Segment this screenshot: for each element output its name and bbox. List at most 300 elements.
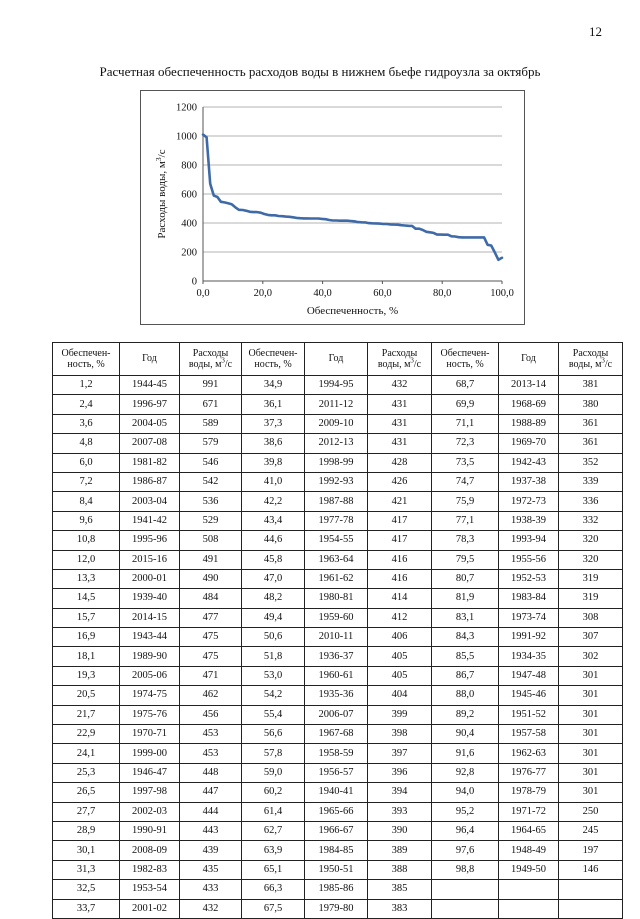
discharge-chart [141, 91, 526, 326]
table-cell: 319 [559, 589, 623, 608]
table-cell: 63,9 [242, 841, 305, 860]
table-cell: 1979-80 [305, 899, 368, 918]
table-row [53, 472, 623, 491]
x-tick-label: 0,0 [196, 288, 210, 299]
table-cell: 1961-62 [305, 569, 368, 588]
table-cell [559, 880, 623, 899]
table-cell: 1963-64 [305, 550, 368, 569]
table-row [53, 608, 623, 627]
table-cell: 336 [559, 492, 623, 511]
table-cell: 579 [180, 434, 242, 453]
table-cell: 1984-85 [305, 841, 368, 860]
header-text: Расходы [192, 347, 229, 359]
table-row [53, 414, 623, 433]
table-cell: 66,3 [242, 880, 305, 899]
table-cell: 431 [368, 434, 432, 453]
table-cell: 78,3 [432, 531, 499, 550]
table-cell: 393 [368, 802, 432, 821]
table-cell: 426 [368, 472, 432, 491]
table-cell: 2000-01 [120, 569, 180, 588]
table-cell: 2013-14 [499, 376, 559, 395]
table-cell: 339 [559, 472, 623, 491]
x-tick-label: 80,0 [433, 288, 452, 299]
header-text: Год [521, 353, 536, 365]
table-row [53, 550, 623, 569]
table-header-cell [499, 343, 559, 376]
table-cell: 1985-86 [305, 880, 368, 899]
table-cell: 85,5 [432, 647, 499, 666]
table-cell: 406 [368, 628, 432, 647]
header-text-line2: воды, м [377, 359, 411, 370]
table-cell: 453 [180, 725, 242, 744]
table-cell: 38,6 [242, 434, 305, 453]
table-row [53, 763, 623, 782]
table-cell: 89,2 [432, 705, 499, 724]
header-text: Обеспечен- [61, 347, 111, 359]
table-cell: 8,4 [53, 492, 120, 511]
table-cell: 320 [559, 531, 623, 550]
table-cell: 50,6 [242, 628, 305, 647]
table-cell: 484 [180, 589, 242, 608]
table-cell: 1991-92 [499, 628, 559, 647]
x-axis-label: Обеспеченность, % [306, 305, 399, 317]
table-cell: 301 [559, 783, 623, 802]
table-cell: 1955-56 [499, 550, 559, 569]
table-cell: 62,7 [242, 821, 305, 840]
table-cell: 14,5 [53, 589, 120, 608]
table-cell: 41,0 [242, 472, 305, 491]
table-row [53, 880, 623, 899]
table-cell: 671 [180, 395, 242, 414]
table-cell: 61,4 [242, 802, 305, 821]
table-cell: 75,9 [432, 492, 499, 511]
table-cell: 1956-57 [305, 763, 368, 782]
table-cell: 72,3 [432, 434, 499, 453]
table-cell: 389 [368, 841, 432, 860]
table-cell: 1,2 [53, 376, 120, 395]
table-cell: 307 [559, 628, 623, 647]
table-row [53, 434, 623, 453]
header-text-line2: воды, м [188, 359, 222, 370]
table-row [53, 666, 623, 685]
x-tick-label: 20,0 [253, 288, 272, 299]
table-cell: 24,1 [53, 744, 120, 763]
table-cell: 1945-46 [499, 686, 559, 705]
table-cell: 79,5 [432, 550, 499, 569]
table-cell: 67,5 [242, 899, 305, 918]
table-cell: 74,7 [432, 472, 499, 491]
table-cell: 10,8 [53, 531, 120, 550]
table-row [53, 376, 623, 395]
table-cell: 475 [180, 628, 242, 647]
table-cell: 1969-70 [499, 434, 559, 453]
table-cell: 1938-39 [499, 511, 559, 530]
table-cell: 21,7 [53, 705, 120, 724]
table-cell: 433 [180, 880, 242, 899]
table-cell: 95,2 [432, 802, 499, 821]
table-cell: 39,8 [242, 453, 305, 472]
table-cell: 1996-97 [120, 395, 180, 414]
table-cell: 12,0 [53, 550, 120, 569]
table-cell: 2001-02 [120, 899, 180, 918]
table-cell: 1940-41 [305, 783, 368, 802]
table-cell: 412 [368, 608, 432, 627]
table-cell: 301 [559, 666, 623, 685]
table-cell: 26,5 [53, 783, 120, 802]
y-tick-label: 0 [191, 276, 197, 288]
table-row [53, 511, 623, 530]
header-text: Год [142, 353, 157, 365]
table-cell: 88,0 [432, 686, 499, 705]
table-cell: 2005-06 [120, 666, 180, 685]
table-cell: 19,3 [53, 666, 120, 685]
table-cell: 84,3 [432, 628, 499, 647]
table-cell: 1966-67 [305, 821, 368, 840]
table-cell: 1964-65 [499, 821, 559, 840]
table-cell: 475 [180, 647, 242, 666]
table-cell: 1975-76 [120, 705, 180, 724]
table-cell: 15,7 [53, 608, 120, 627]
table-cell: 1981-82 [120, 453, 180, 472]
table-cell: 77,1 [432, 511, 499, 530]
table-cell: 405 [368, 666, 432, 685]
table-cell: 65,1 [242, 860, 305, 879]
table-row [53, 841, 623, 860]
table-cell: 471 [180, 666, 242, 685]
table-cell: 1953-54 [120, 880, 180, 899]
table-cell: 1987-88 [305, 492, 368, 511]
table-cell: 98,8 [432, 860, 499, 879]
table-cell: 405 [368, 647, 432, 666]
table-cell: 398 [368, 725, 432, 744]
header-text: Обеспечен- [440, 347, 490, 359]
table-cell: 404 [368, 686, 432, 705]
table-cell: 417 [368, 511, 432, 530]
table-cell: 22,9 [53, 725, 120, 744]
table-cell [499, 880, 559, 899]
table-cell: 80,7 [432, 569, 499, 588]
table-cell: 416 [368, 569, 432, 588]
table-cell: 1983-84 [499, 589, 559, 608]
table-cell: 90,4 [432, 725, 499, 744]
header-superscript: 3 [601, 356, 605, 365]
table-cell: 2007-08 [120, 434, 180, 453]
table-cell: 1946-47 [120, 763, 180, 782]
table-row [53, 569, 623, 588]
table-cell [559, 899, 623, 918]
table-cell: 69,9 [432, 395, 499, 414]
table-row [53, 860, 623, 879]
table-body [53, 376, 623, 919]
table-cell: 57,8 [242, 744, 305, 763]
table-cell: 60,2 [242, 783, 305, 802]
table-cell: 73,5 [432, 453, 499, 472]
table-cell: 2008-09 [120, 841, 180, 860]
table-row [53, 686, 623, 705]
table-header-cell [559, 343, 623, 376]
table-cell: 1943-44 [120, 628, 180, 647]
table-cell: 361 [559, 414, 623, 433]
y-tick-label: 800 [181, 160, 197, 172]
table-cell: 1962-63 [499, 744, 559, 763]
table-cell: 36,1 [242, 395, 305, 414]
table-cell: 508 [180, 531, 242, 550]
table-cell: 394 [368, 783, 432, 802]
table-cell: 53,0 [242, 666, 305, 685]
table-header-cell [53, 343, 120, 376]
table-header-cell [432, 343, 499, 376]
table-cell: 390 [368, 821, 432, 840]
table-cell: 448 [180, 763, 242, 782]
table-cell: 1937-38 [499, 472, 559, 491]
table-cell: 491 [180, 550, 242, 569]
table-cell: 589 [180, 414, 242, 433]
table-cell: 542 [180, 472, 242, 491]
table-cell: 1994-95 [305, 376, 368, 395]
table-cell: 9,6 [53, 511, 120, 530]
table-cell: 1939-40 [120, 589, 180, 608]
table-row [53, 899, 623, 918]
table-cell: 1993-94 [499, 531, 559, 550]
table-cell: 83,1 [432, 608, 499, 627]
table-cell: 1948-49 [499, 841, 559, 860]
table-cell: 308 [559, 608, 623, 627]
table-cell: 47,0 [242, 569, 305, 588]
table-cell: 1976-77 [499, 763, 559, 782]
table-cell: 439 [180, 841, 242, 860]
table-row [53, 531, 623, 550]
table-cell: 444 [180, 802, 242, 821]
table-cell: 1941-42 [120, 511, 180, 530]
table-row [53, 395, 623, 414]
table-cell: 443 [180, 821, 242, 840]
table-cell: 320 [559, 550, 623, 569]
header-text: Расходы [572, 347, 609, 359]
table-cell: 1944-45 [120, 376, 180, 395]
table-cell: 33,7 [53, 899, 120, 918]
table-cell [432, 899, 499, 918]
table-cell: 250 [559, 802, 623, 821]
table-cell: 1936-37 [305, 647, 368, 666]
table-cell: 1982-83 [120, 860, 180, 879]
table-cell: 1957-58 [499, 725, 559, 744]
table-cell: 25,3 [53, 763, 120, 782]
table-cell: 1954-55 [305, 531, 368, 550]
table-cell: 431 [368, 395, 432, 414]
header-text-tail: /с [224, 359, 233, 370]
header-text-line2: ность, % [67, 359, 105, 370]
table-row [53, 821, 623, 840]
table-cell: 435 [180, 860, 242, 879]
table-cell: 414 [368, 589, 432, 608]
table-cell: 68,7 [432, 376, 499, 395]
table-cell: 536 [180, 492, 242, 511]
table-row [53, 744, 623, 763]
y-axis-label-main: Расходы воды, м [156, 161, 168, 239]
table-cell: 301 [559, 686, 623, 705]
table-cell: 1988-89 [499, 414, 559, 433]
x-tick-label: 60,0 [373, 288, 392, 299]
table-cell: 431 [368, 414, 432, 433]
table-cell: 1947-48 [499, 666, 559, 685]
table-cell: 319 [559, 569, 623, 588]
table-cell: 453 [180, 744, 242, 763]
table-cell: 1986-87 [120, 472, 180, 491]
y-tick-label: 200 [181, 247, 197, 259]
table-cell: 417 [368, 531, 432, 550]
table-cell: 396 [368, 763, 432, 782]
table-cell: 32,5 [53, 880, 120, 899]
table-row [53, 647, 623, 666]
table-cell: 380 [559, 395, 623, 414]
table-cell: 18,1 [53, 647, 120, 666]
table-cell: 1980-81 [305, 589, 368, 608]
table-cell: 432 [368, 376, 432, 395]
table-cell: 462 [180, 686, 242, 705]
table-cell: 1952-53 [499, 569, 559, 588]
table-row [53, 783, 623, 802]
table-cell: 1949-50 [499, 860, 559, 879]
table-cell: 2006-07 [305, 705, 368, 724]
table-cell: 44,6 [242, 531, 305, 550]
table-cell: 81,9 [432, 589, 499, 608]
table-cell: 2009-10 [305, 414, 368, 433]
table-cell: 146 [559, 860, 623, 879]
y-axis-label-sup: 3 [154, 157, 163, 162]
table-row [53, 802, 623, 821]
table-cell: 1990-91 [120, 821, 180, 840]
table-cell: 27,7 [53, 802, 120, 821]
table-cell: 421 [368, 492, 432, 511]
table-cell: 416 [368, 550, 432, 569]
table-cell: 1973-74 [499, 608, 559, 627]
table-cell: 54,2 [242, 686, 305, 705]
table-cell: 43,4 [242, 511, 305, 530]
table-cell: 301 [559, 744, 623, 763]
table-cell: 301 [559, 763, 623, 782]
table-cell: 381 [559, 376, 623, 395]
table-header-cell [120, 343, 180, 376]
table-cell: 31,3 [53, 860, 120, 879]
table-row [53, 589, 623, 608]
table-cell: 432 [180, 899, 242, 918]
table-cell: 94,0 [432, 783, 499, 802]
table-cell: 37,3 [242, 414, 305, 433]
x-tick-label: 40,0 [313, 288, 332, 299]
table-cell: 16,9 [53, 628, 120, 647]
table-cell: 1997-98 [120, 783, 180, 802]
table-cell: 2015-16 [120, 550, 180, 569]
table-cell: 55,4 [242, 705, 305, 724]
table-cell: 301 [559, 725, 623, 744]
table-cell: 2004-05 [120, 414, 180, 433]
table-cell: 1967-68 [305, 725, 368, 744]
header-text-line2: ность, % [254, 359, 292, 370]
table-cell: 197 [559, 841, 623, 860]
table-cell: 456 [180, 705, 242, 724]
table-cell: 1970-71 [120, 725, 180, 744]
header-text-tail: /с [413, 359, 422, 370]
table-cell: 1965-66 [305, 802, 368, 821]
header-text: Обеспечен- [248, 347, 298, 359]
table-cell: 30,1 [53, 841, 120, 860]
header-text: Год [328, 353, 344, 365]
table-cell: 1934-35 [499, 647, 559, 666]
table-cell: 2014-15 [120, 608, 180, 627]
table-cell [499, 899, 559, 918]
table-cell: 399 [368, 705, 432, 724]
page-title: Расчетная обеспеченность расходов воды в нижнем бьефе гидроузла за октябрь [99, 64, 541, 79]
table-cell: 2,4 [53, 395, 120, 414]
table-cell: 1942-43 [499, 453, 559, 472]
table-cell: 1935-36 [305, 686, 368, 705]
table-cell: 42,2 [242, 492, 305, 511]
table-cell: 447 [180, 783, 242, 802]
chart-container [140, 90, 525, 325]
table-cell: 1960-61 [305, 666, 368, 685]
table-row [53, 453, 623, 472]
table-cell: 529 [180, 511, 242, 530]
table-cell: 397 [368, 744, 432, 763]
y-axis-label-tail: /с [156, 149, 168, 158]
table-cell: 1995-96 [120, 531, 180, 550]
table-cell: 385 [368, 880, 432, 899]
table-cell: 13,3 [53, 569, 120, 588]
table-cell: 92,8 [432, 763, 499, 782]
table-cell: 2012-13 [305, 434, 368, 453]
header-text: Расходы [381, 347, 418, 359]
table-cell: 388 [368, 860, 432, 879]
table-row [53, 725, 623, 744]
table-cell: 56,6 [242, 725, 305, 744]
table-cell: 1978-79 [499, 783, 559, 802]
table-cell: 1968-69 [499, 395, 559, 414]
table-cell: 2002-03 [120, 802, 180, 821]
table-cell: 59,0 [242, 763, 305, 782]
table-cell: 1950-51 [305, 860, 368, 879]
table-cell: 477 [180, 608, 242, 627]
table-cell: 1959-60 [305, 608, 368, 627]
table-cell: 1989-90 [120, 647, 180, 666]
table-cell: 1958-59 [305, 744, 368, 763]
series-line [203, 135, 502, 260]
table-cell: 97,6 [432, 841, 499, 860]
y-tick-label: 1200 [176, 102, 197, 114]
table-header-cell [305, 343, 368, 376]
y-tick-label: 600 [181, 189, 197, 201]
table-cell: 3,6 [53, 414, 120, 433]
table-cell: 1999-00 [120, 744, 180, 763]
table-cell: 4,8 [53, 434, 120, 453]
table-cell: 383 [368, 899, 432, 918]
header-text-tail: /с [604, 359, 613, 370]
table-header-cell [242, 343, 305, 376]
table-cell: 1972-73 [499, 492, 559, 511]
table-cell: 28,9 [53, 821, 120, 840]
table-cell: 332 [559, 511, 623, 530]
table-cell: 361 [559, 434, 623, 453]
header-text-line2: ность, % [446, 359, 484, 370]
table-cell: 45,8 [242, 550, 305, 569]
table-cell: 302 [559, 647, 623, 666]
table-cell: 546 [180, 453, 242, 472]
table-cell: 301 [559, 705, 623, 724]
table-cell: 7,2 [53, 472, 120, 491]
table-cell: 96,4 [432, 821, 499, 840]
table-header-cell [368, 343, 432, 376]
table-cell: 991 [180, 376, 242, 395]
table-cell: 51,8 [242, 647, 305, 666]
